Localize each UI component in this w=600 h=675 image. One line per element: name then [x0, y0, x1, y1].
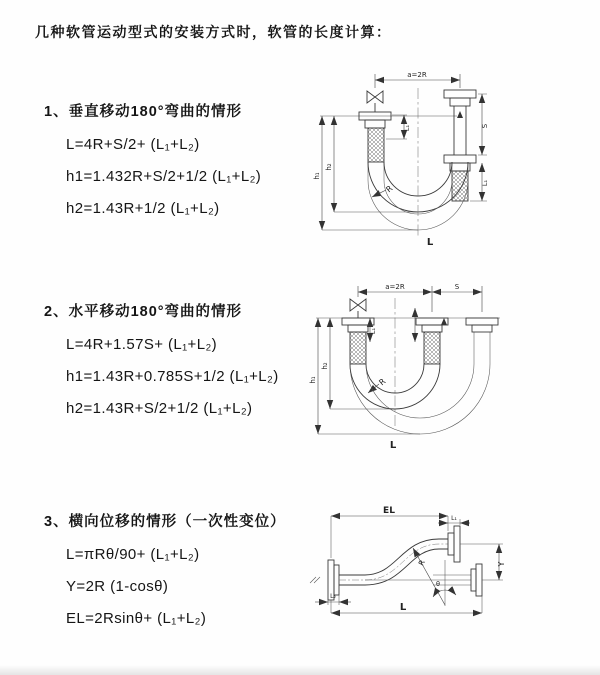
dim-label-h1: h₁ [309, 376, 317, 384]
flange [471, 569, 476, 591]
flange [454, 526, 460, 562]
flange [466, 318, 498, 325]
formula-line: Y=2R (1-cosθ) [66, 578, 169, 595]
flange [450, 98, 470, 106]
radius-label: R [377, 376, 388, 388]
dim-label-h1: h₁ [313, 172, 321, 180]
flange [334, 565, 339, 595]
diagram-lateral-displacement [303, 494, 598, 659]
flange [476, 564, 482, 596]
formula-line: L=πRθ/90+ (L₁+L₂) [66, 546, 200, 563]
dimension-lines [316, 286, 500, 434]
dim-label-a2r: a=2R [407, 71, 427, 79]
length-label: L [426, 237, 434, 248]
length-label: L [389, 440, 397, 451]
hose-curve-displaced [350, 364, 490, 434]
dim-label-y: Y [497, 561, 506, 567]
length-label: L [399, 602, 407, 613]
dim-label-a2r: a=2R [385, 283, 405, 291]
flange [444, 90, 476, 98]
braided-hose-section [424, 332, 440, 364]
formula-line: h1=1.43R+0.785S+1/2 (L₁+L₂) [66, 368, 279, 385]
valve-icon [367, 91, 383, 112]
dim-label-s: S [454, 283, 460, 291]
valve-icon [350, 299, 366, 318]
braided-hose-section [368, 128, 384, 162]
flange [342, 318, 374, 325]
section-vertical-180 [44, 100, 261, 217]
formula-line: h2=1.43R+1/2 (L₁+L₂) [66, 200, 220, 217]
hose-assembly [359, 88, 476, 236]
formula-line: EL=2Rsinθ+ (L₁+L₂) [66, 610, 207, 627]
dim-label-l2: L₂ [330, 593, 336, 600]
radius-label: R [384, 183, 395, 195]
section-horizontal-180 [44, 300, 279, 417]
dim-label-el: EL [383, 506, 395, 516]
flange [365, 120, 385, 128]
hose-curve [339, 549, 448, 585]
section-heading: 2、水平移动180°弯曲的情形 [44, 304, 243, 320]
flange [444, 155, 476, 163]
break-mark [310, 577, 320, 583]
formula-line: h1=1.432R+S/2+1/2 (L₁+L₂) [66, 168, 262, 185]
diagram-horizontal-180-bend [306, 278, 596, 458]
flange [448, 533, 454, 555]
formula-line: h2=1.43R+S/2+1/2 (L₁+L₂) [66, 400, 253, 417]
formula-line: L=4R+S/2+ (L₁+L₂) [66, 136, 200, 153]
dim-label-l1: L₁ [481, 179, 489, 187]
formula-line: L=4R+1.57S+ (L₁+L₂) [66, 336, 218, 353]
dim-label-s: S [481, 123, 489, 129]
hose-assembly [310, 526, 482, 600]
diagram-vertical-180-bend [312, 64, 592, 256]
flange [472, 325, 492, 332]
dim-label-h2: h₂ [321, 362, 329, 370]
hose-curve [339, 539, 448, 575]
angle-theta-label: θ [436, 580, 440, 588]
dimension-lines [320, 74, 487, 230]
hose-assembly [342, 298, 498, 434]
dim-label-h2: h₂ [325, 163, 333, 171]
flange [348, 325, 368, 332]
dim-label-l1: L₁ [451, 515, 457, 522]
page-title: 几种软管运动型式的安装方式时，软管的长度计算： [35, 24, 392, 40]
flange [422, 325, 442, 332]
radius-label: R [416, 558, 427, 568]
hose-curve-displaced [366, 364, 474, 418]
dim-label-l1: L₁ [403, 124, 411, 132]
dim-label-l1: L₁ [369, 327, 377, 335]
section-heading: 1、垂直移动180°弯曲的情形 [44, 104, 243, 120]
section-heading: 3、横向位移的情形（一次性变位） [44, 514, 286, 530]
section-lateral-displacement [44, 510, 286, 627]
braided-hose-section [350, 332, 366, 364]
